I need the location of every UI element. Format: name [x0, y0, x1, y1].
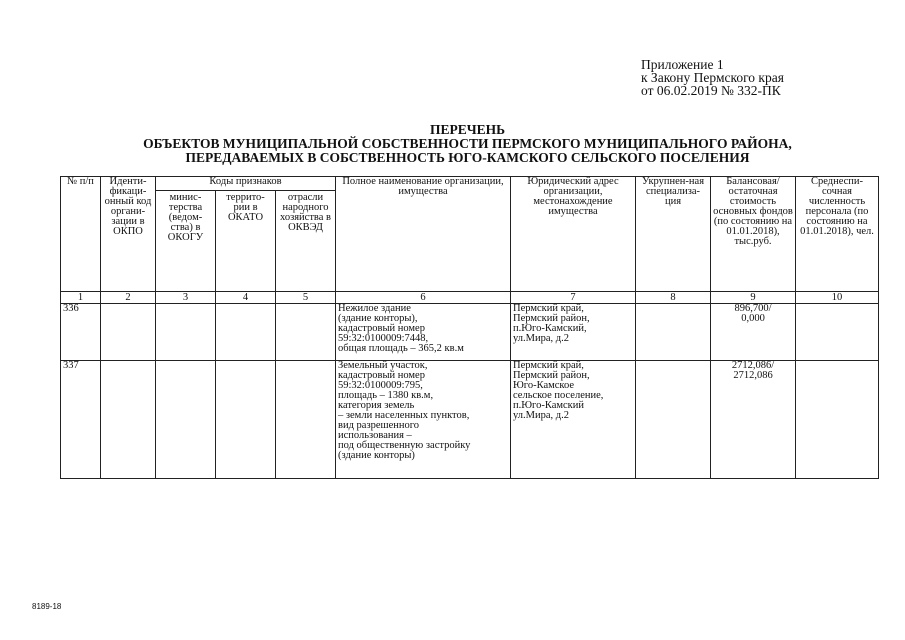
balance-line: 2712,086 [733, 370, 773, 381]
name-line: общая площадь – 365,2 кв.м [338, 343, 464, 354]
column-number: 6 [336, 292, 511, 304]
column-number: 1 [61, 292, 101, 304]
address-line: ул.Мира, д.2 [513, 333, 569, 344]
column-number: 10 [796, 292, 879, 304]
cell-okved [276, 304, 336, 361]
column-number: 4 [216, 292, 276, 304]
balance-line: 2712,086/ [731, 360, 775, 371]
name-line: 59:32:0100009:7448, [338, 333, 429, 344]
cell-okato [216, 361, 276, 479]
cell-specialization [636, 304, 711, 361]
cell-okved [276, 361, 336, 479]
header-okved: отрасли народного хозяйства в ОКВЭД [276, 191, 336, 292]
header-codes-group: Коды признаков [156, 177, 336, 191]
cell-name [336, 361, 511, 479]
cell-okpo [101, 361, 156, 479]
title-line-3: ПЕРЕДАВАЕМЫХ В СОБСТВЕННОСТЬ ЮГО-КАМСКОГО СЕЛЬСКОГО ПОСЕЛЕНИЯ [185, 150, 750, 165]
document-title [60, 123, 875, 165]
address-line: Пермский район, [513, 313, 590, 324]
header-okogu: минис-терства (ведом-ства) в ОКОГУ [156, 191, 216, 292]
header-name: Полное наименование организации, имущества [336, 177, 511, 292]
address-line: Юго-Камское [513, 380, 575, 391]
column-number: 3 [156, 292, 216, 304]
column-number: 5 [276, 292, 336, 304]
cell-balance [711, 361, 796, 479]
address-line: п.Юго-Камский [513, 400, 584, 411]
name-line: Земельный участок, [338, 360, 428, 371]
appendix-line-1: Приложение 1 [641, 57, 724, 72]
cell-address [511, 304, 636, 361]
cell-okpo [101, 304, 156, 361]
column-number-row [61, 292, 879, 304]
address-line: п.Юго-Камский, [513, 323, 587, 334]
cell-specialization [636, 361, 711, 479]
table-row [61, 361, 879, 479]
column-number: 9 [711, 292, 796, 304]
name-line: – земли населенных пунктов, [338, 410, 470, 421]
title-line-2: ОБЪЕКТОВ МУНИЦИПАЛЬНОЙ СОБСТВЕННОСТИ ПЕРМСКОГО МУНИЦИПАЛЬНОГО РАЙОНА, [143, 136, 792, 151]
name-line: кадастровый номер [338, 370, 425, 381]
document-code: 8189-18 [32, 602, 62, 611]
address-line: сельское поселение, [513, 390, 604, 401]
header-address: Юридический адрес организации, местонахождение имущества [511, 177, 636, 292]
name-line: вид разрешенного [338, 420, 420, 431]
appendix-line-3: от 06.02.2019 № 332-ПК [641, 83, 781, 98]
column-number: 2 [101, 292, 156, 304]
name-line: площадь – 1380 кв.м, [338, 390, 434, 401]
property-table [60, 176, 879, 479]
appendix-line-2: к Закону Пермского края [641, 70, 784, 85]
header-specialization: Укрупнен-ная специализа-ция [636, 177, 711, 292]
cell-okogu [156, 304, 216, 361]
name-line: категория земель [338, 400, 415, 411]
balance-line: 896,700/ [734, 303, 772, 314]
row-num: 336 [61, 304, 101, 361]
address-line: Пермский район, [513, 370, 590, 381]
cell-address [511, 361, 636, 479]
table-row [61, 304, 879, 361]
name-line: 59:32:0100009:795, [338, 380, 423, 391]
name-line: (здание конторы) [338, 450, 415, 461]
column-number: 7 [511, 292, 636, 304]
address-line: Пермский край, [513, 303, 584, 314]
name-line: Нежилое здание [338, 303, 411, 314]
name-line: использования – [338, 430, 412, 441]
name-line: (здание конторы), [338, 313, 418, 324]
cell-okogu [156, 361, 216, 479]
header-staff: Среднеспи-сочная численность персонала (по состоянию на 01.01.2018), чел. [796, 177, 879, 292]
appendix-block [641, 58, 871, 97]
cell-staff [796, 361, 879, 479]
column-number: 8 [636, 292, 711, 304]
header-num: № п/п [61, 177, 101, 292]
header-okpo: Иденти-фикаци-онный код органи-зации в ОКПО [101, 177, 156, 292]
header-okato: террито-рии в ОКАТО [216, 191, 276, 292]
cell-okato [216, 304, 276, 361]
header-balance: Балансовая/ остаточная стоимость основных фондов (по состоянию на 01.01.2018), тыс.руб. [711, 177, 796, 292]
title-line-1: ПЕРЕЧЕНЬ [429, 122, 506, 137]
name-line: кадастровый номер [338, 323, 425, 334]
cell-staff [796, 304, 879, 361]
row-num: 337 [61, 361, 101, 479]
cell-balance [711, 304, 796, 361]
balance-line: 0,000 [741, 313, 765, 324]
cell-name [336, 304, 511, 361]
address-line: Пермский край, [513, 360, 584, 371]
name-line: под общественную застройку [338, 440, 471, 451]
address-line: ул.Мира, д.2 [513, 410, 569, 421]
